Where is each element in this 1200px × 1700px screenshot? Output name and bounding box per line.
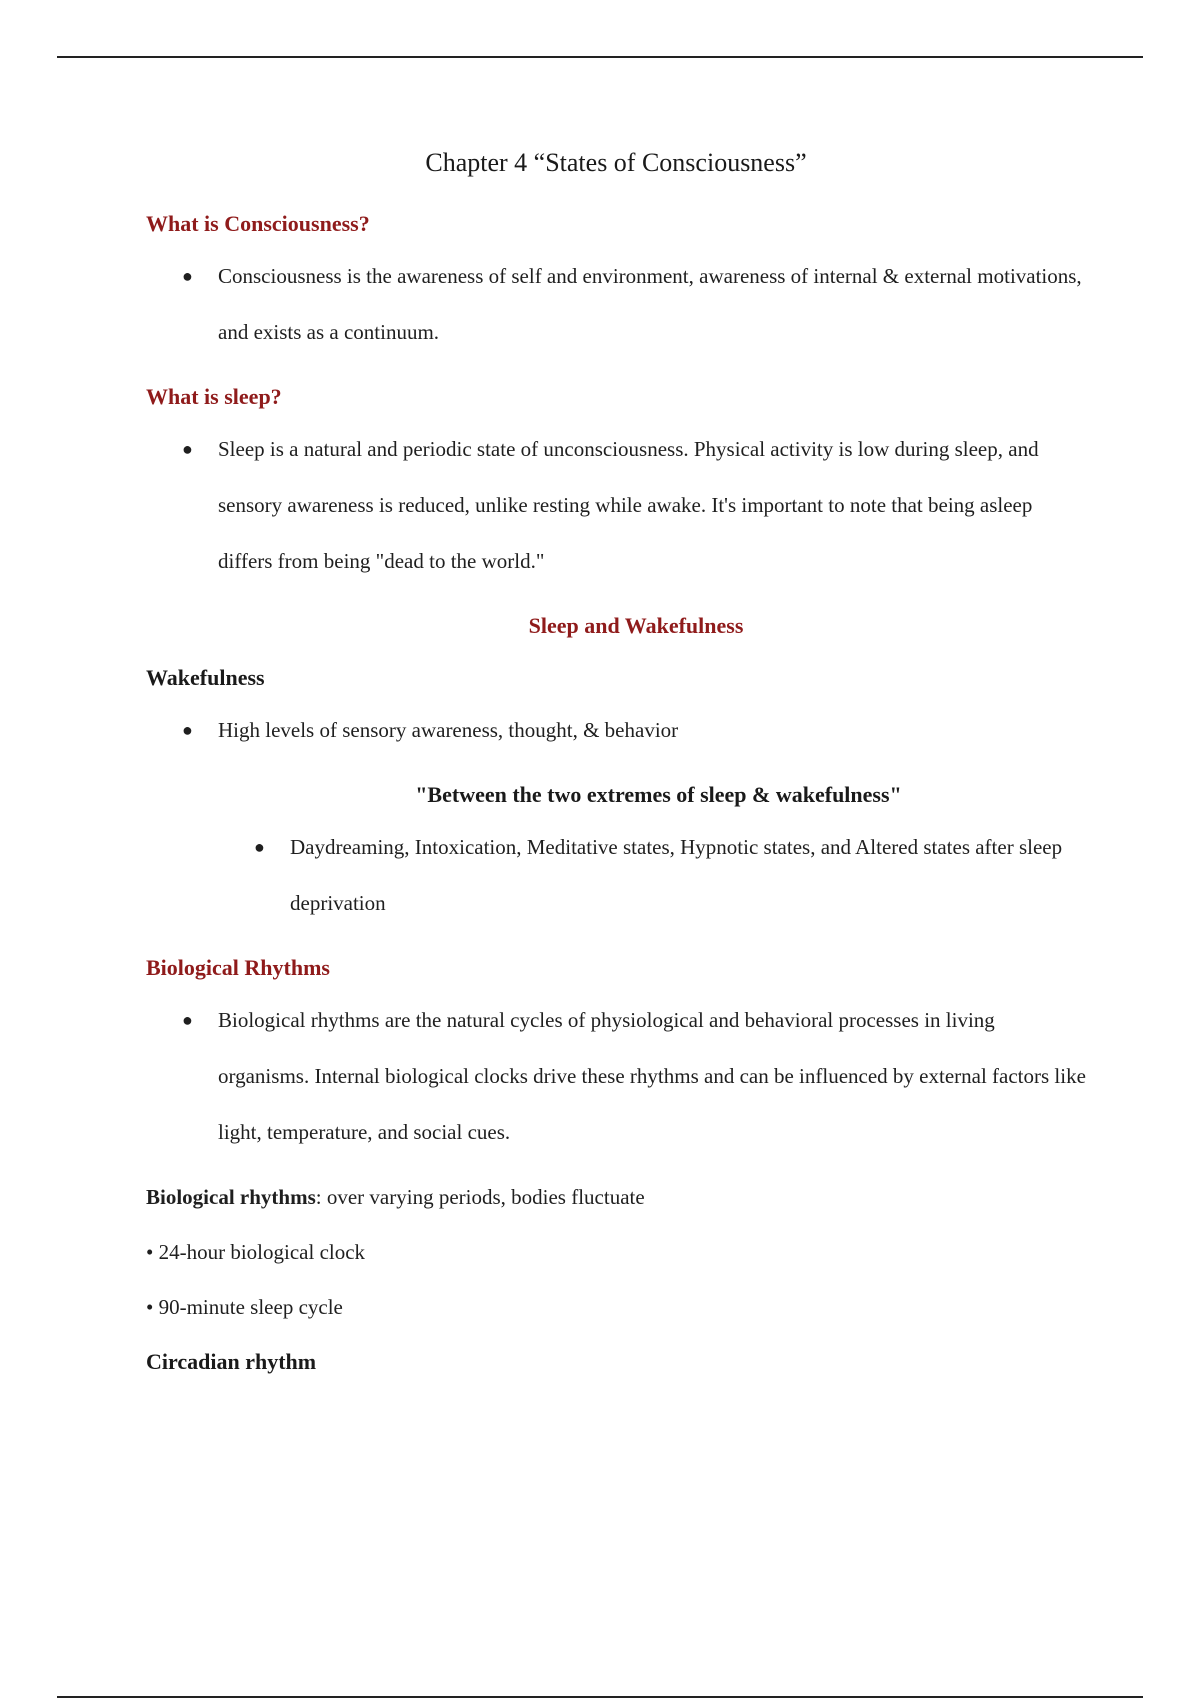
- bottom-rule: [57, 1696, 1143, 1698]
- heading-biological-rhythms: Biological Rhythms: [146, 955, 330, 980]
- bullet-icon: ●: [254, 837, 265, 857]
- list-item-text: Sleep is a natural and periodic state of unconsciousness. Physical activity is low during sleep, and sensory awareness is reduced, unlike resting while awake. It's important to note that being asleep differs from being "dead to the world.": [218, 437, 1039, 573]
- rhythm-item-90-minute: • 90-minute sleep cycle: [146, 1295, 343, 1319]
- document-title: Chapter 4 “States of Consciousness”: [425, 148, 807, 177]
- bullet-icon: ●: [182, 439, 193, 459]
- biological-rhythms-list: [146, 992, 1086, 1160]
- rhythms-periods-label: Biological rhythms: [146, 1185, 316, 1209]
- heading-what-is-sleep: What is sleep?: [146, 384, 282, 409]
- list-item-text: Daydreaming, Intoxication, Meditative states, Hypnotic states, and Altered states after sleep deprivation: [290, 835, 1063, 915]
- bullet-icon: ●: [182, 1010, 193, 1030]
- heading-between-extremes: "Between the two extremes of sleep & wakefulness": [415, 782, 902, 807]
- rhythm-item-24-hour: • 24-hour biological clock: [146, 1240, 366, 1264]
- list-item: [182, 421, 1086, 589]
- list-item: [182, 248, 1086, 360]
- list-item: [254, 819, 1086, 931]
- list-item-text: Biological rhythms are the natural cycles of physiological and behavioral processes in living organisms. Internal biological clocks drive these rhythms and can be influenced by external factors like light, temperature, and social cues.: [218, 1008, 1086, 1144]
- bullet-icon: ●: [182, 720, 193, 740]
- top-rule: [57, 56, 1143, 58]
- wakefulness-list: [146, 702, 1086, 758]
- heading-sleep-and-wakefulness: Sleep and Wakefulness: [528, 613, 744, 638]
- list-item: [182, 992, 1086, 1160]
- consciousness-list: [146, 248, 1086, 360]
- heading-what-is-consciousness: What is Consciousness?: [146, 211, 370, 236]
- heading-wakefulness: Wakefulness: [146, 665, 265, 690]
- document-page: [146, 145, 1086, 1399]
- list-item-text: Consciousness is the awareness of self and environment, awareness of internal & external motivations, and exists as a continuum.: [218, 264, 1082, 344]
- sleep-list: [146, 421, 1086, 589]
- rhythms-periods-paragraph: [146, 1182, 1086, 1212]
- rhythms-periods-text: : over varying periods, bodies fluctuate: [315, 1185, 645, 1209]
- list-item-text: High levels of sensory awareness, thought, & behavior: [218, 718, 679, 742]
- list-item: [182, 702, 1086, 758]
- between-list: [146, 819, 1086, 931]
- bullet-icon: ●: [182, 266, 193, 286]
- heading-circadian-rhythm: Circadian rhythm: [146, 1349, 317, 1374]
